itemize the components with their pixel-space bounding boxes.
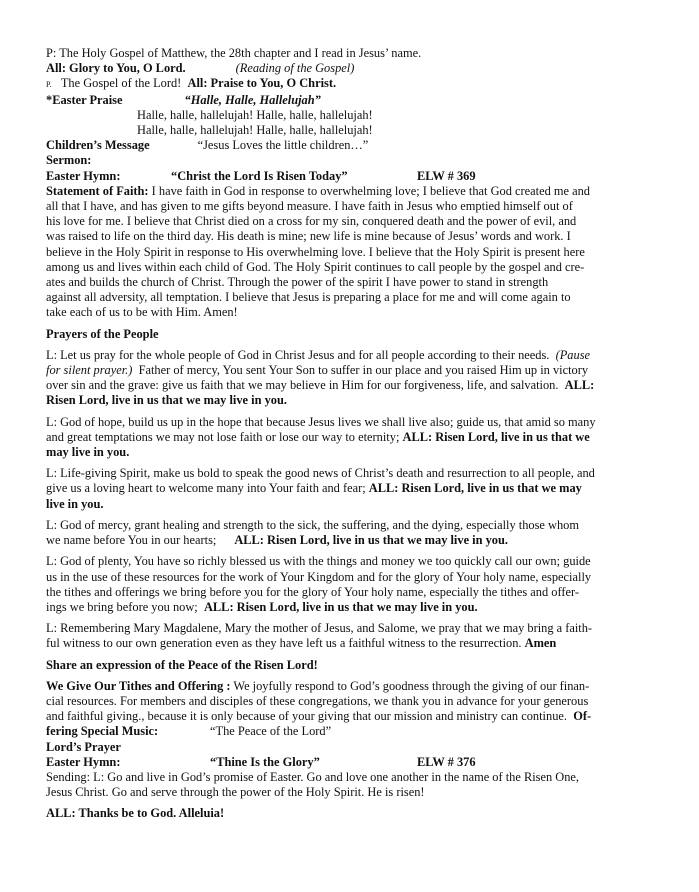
sending-line-2: Jesus Christ. Go and serve through the power of the Holy Spirit. He is risen!: [46, 785, 425, 800]
prayer-text: L: Let us pray for the whole people of God in Christ Jesus and for all people according to their needs.: [46, 347, 550, 362]
all-response: ALL: Risen Lord, live in us that we may: [368, 481, 582, 496]
pause-note: (Pause: [555, 347, 591, 362]
reading-note: (Reading of the Gospel): [235, 61, 355, 76]
easter-hymn-1: [46, 169, 658, 184]
prayer-1-line-2: [46, 363, 658, 378]
faith-line-1: [46, 184, 658, 199]
all-response: ALL: Risen Lord, live in us that we: [402, 429, 590, 444]
p-marker: P.: [46, 80, 52, 90]
pause-note-cont: for silent prayer.): [46, 363, 133, 378]
sending-line-1: Sending: L: Go and live in God’s promise of Easter. Go and love one another in the name of the Risen One,: [46, 769, 580, 784]
faith-text: I have faith in God in response to overwhelming love; I believe that God created me and: [151, 183, 591, 198]
tithes-line-3: [46, 709, 658, 724]
prayer-3-line-1: L: Life-giving Spirit, make us bold to speak the good news of Christ’s death and resurrection to all people, and: [46, 466, 595, 481]
offering-music-label-start: Of-: [573, 709, 592, 724]
prayer-2-line-2: [46, 430, 658, 445]
prayers-heading: Prayers of the People: [46, 326, 159, 341]
childrens-message-label: Children’s Message: [46, 138, 150, 153]
faith-line-3: his love for me. I believe that Christ died on a cross for my sin, conquered death and the power of evil, and: [46, 214, 577, 229]
prayer-6-line-1: L: Remembering Mary Magdalene, Mary the mother of Jesus, and Salome, we pray that we may bring a faith-: [46, 621, 593, 636]
prayer-3-response-end: live in you.: [46, 496, 104, 511]
faith-line-5: believe in the Holy Spirit in response to His overwhelming love. I believe that the Holy Spirit is present here: [46, 244, 585, 259]
prayer-2-line-1: L: God of hope, build us up in the hope that because Jesus lives we shall live also; guide us, that amid so many: [46, 414, 596, 429]
tithes-text: We joyfully respond to God’s goodness through the giving of our finan-: [233, 678, 590, 693]
prayer-1-line-1: [46, 348, 658, 363]
prayer-text: Father of mercy, You sent Your Son to suffer in our place and you raised Him up in victory: [138, 363, 589, 378]
gospel-announcement: P: The Holy Gospel of Matthew, the 28th chapter and I read in Jesus’ name.: [46, 46, 422, 60]
hymn-2-number: ELW # 376: [417, 754, 476, 769]
tithes-label: We Give Our Tithes and Offering :: [46, 678, 231, 693]
easter-praise-line: [46, 93, 658, 108]
prayer-5-line-3: the tithes and offerings we bring before you for the glory of Your holy name, especially the tithes and offer-: [46, 584, 579, 599]
bulletin-page: [46, 46, 658, 822]
amen: Amen: [524, 636, 557, 651]
prayer-text: give us a loving heart to welcome many into Your faith and fear;: [46, 481, 366, 496]
childrens-message-title: “Jesus Loves the little children…”: [197, 138, 369, 153]
tithes-line-1: [46, 679, 658, 694]
childrens-message-line: [46, 138, 658, 153]
statement-of-faith-label: Statement of Faith:: [46, 183, 149, 198]
tithes-text: and faithful giving., because it is only because of your giving that our mission and ministry can continue.: [46, 709, 567, 724]
prayer-4-line-2: [46, 533, 658, 548]
closing-response: ALL: Thanks be to God. Alleluia!: [46, 806, 225, 821]
easter-praise-verse-1: Halle, halle, hallelujah! Halle, halle, hallelujah!: [137, 107, 373, 122]
hymn-2-title: “Thine Is the Glory”: [210, 754, 320, 769]
all-response: ALL: Risen Lord, live in us that we may live in you.: [203, 599, 478, 614]
gospel-response-line: [46, 61, 658, 76]
prayer-5-line-2: us in the use of these resources for the work of Your Kingdom and for the glory of Your holy name, especially: [46, 569, 592, 584]
hymn-1-title: “Christ the Lord Is Risen Today”: [171, 168, 348, 183]
hymn-2-label: Easter Hymn:: [46, 754, 121, 769]
all-response: ALL: Risen Lord, live in us that we may live in you.: [234, 533, 508, 548]
sermon-label: Sermon:: [46, 153, 92, 168]
easter-praise-verse-2: Halle, halle, hallelujah! Halle, halle, hallelujah!: [137, 123, 373, 138]
peace-heading: Share an expression of the Peace of the Risen Lord!: [46, 657, 318, 672]
prayer-2-response-end: may live in you.: [46, 445, 130, 460]
all-response: ALL:: [564, 378, 595, 393]
prayer-text: over sin and the grave: give us faith that we may believe in Him for our forgiveness, life, and salvation.: [46, 378, 559, 393]
prayer-3-line-2: [46, 481, 658, 496]
faith-line-8: against all adversity, all temptation. I believe that Jesus is preparing a place for me and will come again to: [46, 290, 571, 305]
prayer-1-line-3: [46, 378, 658, 393]
glory-response: All: Glory to You, O Lord.: [46, 61, 186, 76]
offering-music-label: fering Special Music:: [46, 724, 159, 739]
easter-hymn-2: [46, 755, 658, 770]
special-music-title: “The Peace of the Lord”: [210, 724, 332, 739]
prayer-text: we name before You in our hearts;: [46, 533, 217, 548]
faith-line-4: was raised to life on the third day. His death is mine; new life is mine because of Jesus’ words and work. I: [46, 229, 571, 244]
hymn-1-label: Easter Hymn:: [46, 168, 121, 183]
faith-line-7: ates and builds the church of Christ. Through the power of the spirit I have power to stand in strength: [46, 275, 549, 290]
gospel-of-lord: The Gospel of the Lord!: [60, 76, 182, 91]
prayer-text: and great temptations we may not lose faith or lose our way to eternity;: [46, 429, 400, 444]
prayer-5-line-1: L: God of plenty, You have so richly blessed us with the things and money we too quickly call our own; guide: [46, 554, 591, 569]
easter-praise-title: “Halle, Halle, Hallelujah”: [184, 92, 321, 107]
prayer-4-line-1: L: God of mercy, grant healing and strength to the sick, the suffering, and the dying, especially those whom: [46, 517, 580, 532]
special-music-line: [46, 724, 658, 739]
prayer-text: ful witness to our own generation even as they have left us a faithful witness to the resurrection.: [46, 636, 522, 651]
prayer-5-line-4: [46, 600, 658, 615]
prayer-1-response: Risen Lord, live in us that we may live in you.: [46, 393, 287, 408]
easter-praise-label: *Easter Praise: [46, 92, 123, 107]
faith-line-6: among us and lives within each child of God. The Holy Spirit continues to call people by the gospel and cre-: [46, 259, 585, 274]
hymn-1-number: ELW # 369: [417, 168, 476, 183]
lords-prayer-label: Lord’s Prayer: [46, 739, 121, 754]
faith-line-2: all that I have, and has given to me gifts beyond measure. I have faith in Jesus who emptied himself out of: [46, 199, 573, 214]
prayer-6-line-2: [46, 636, 658, 651]
gospel-close-line: [46, 76, 658, 92]
tithes-line-2: cial resources. For members and disciples of these congregations, we thank you in advance for your generous: [46, 693, 589, 708]
faith-line-9: take each of us to be with Him. Amen!: [46, 305, 238, 320]
prayer-text: ings we bring before you now;: [46, 599, 198, 614]
praise-response: All: Praise to You, O Christ.: [187, 76, 337, 91]
